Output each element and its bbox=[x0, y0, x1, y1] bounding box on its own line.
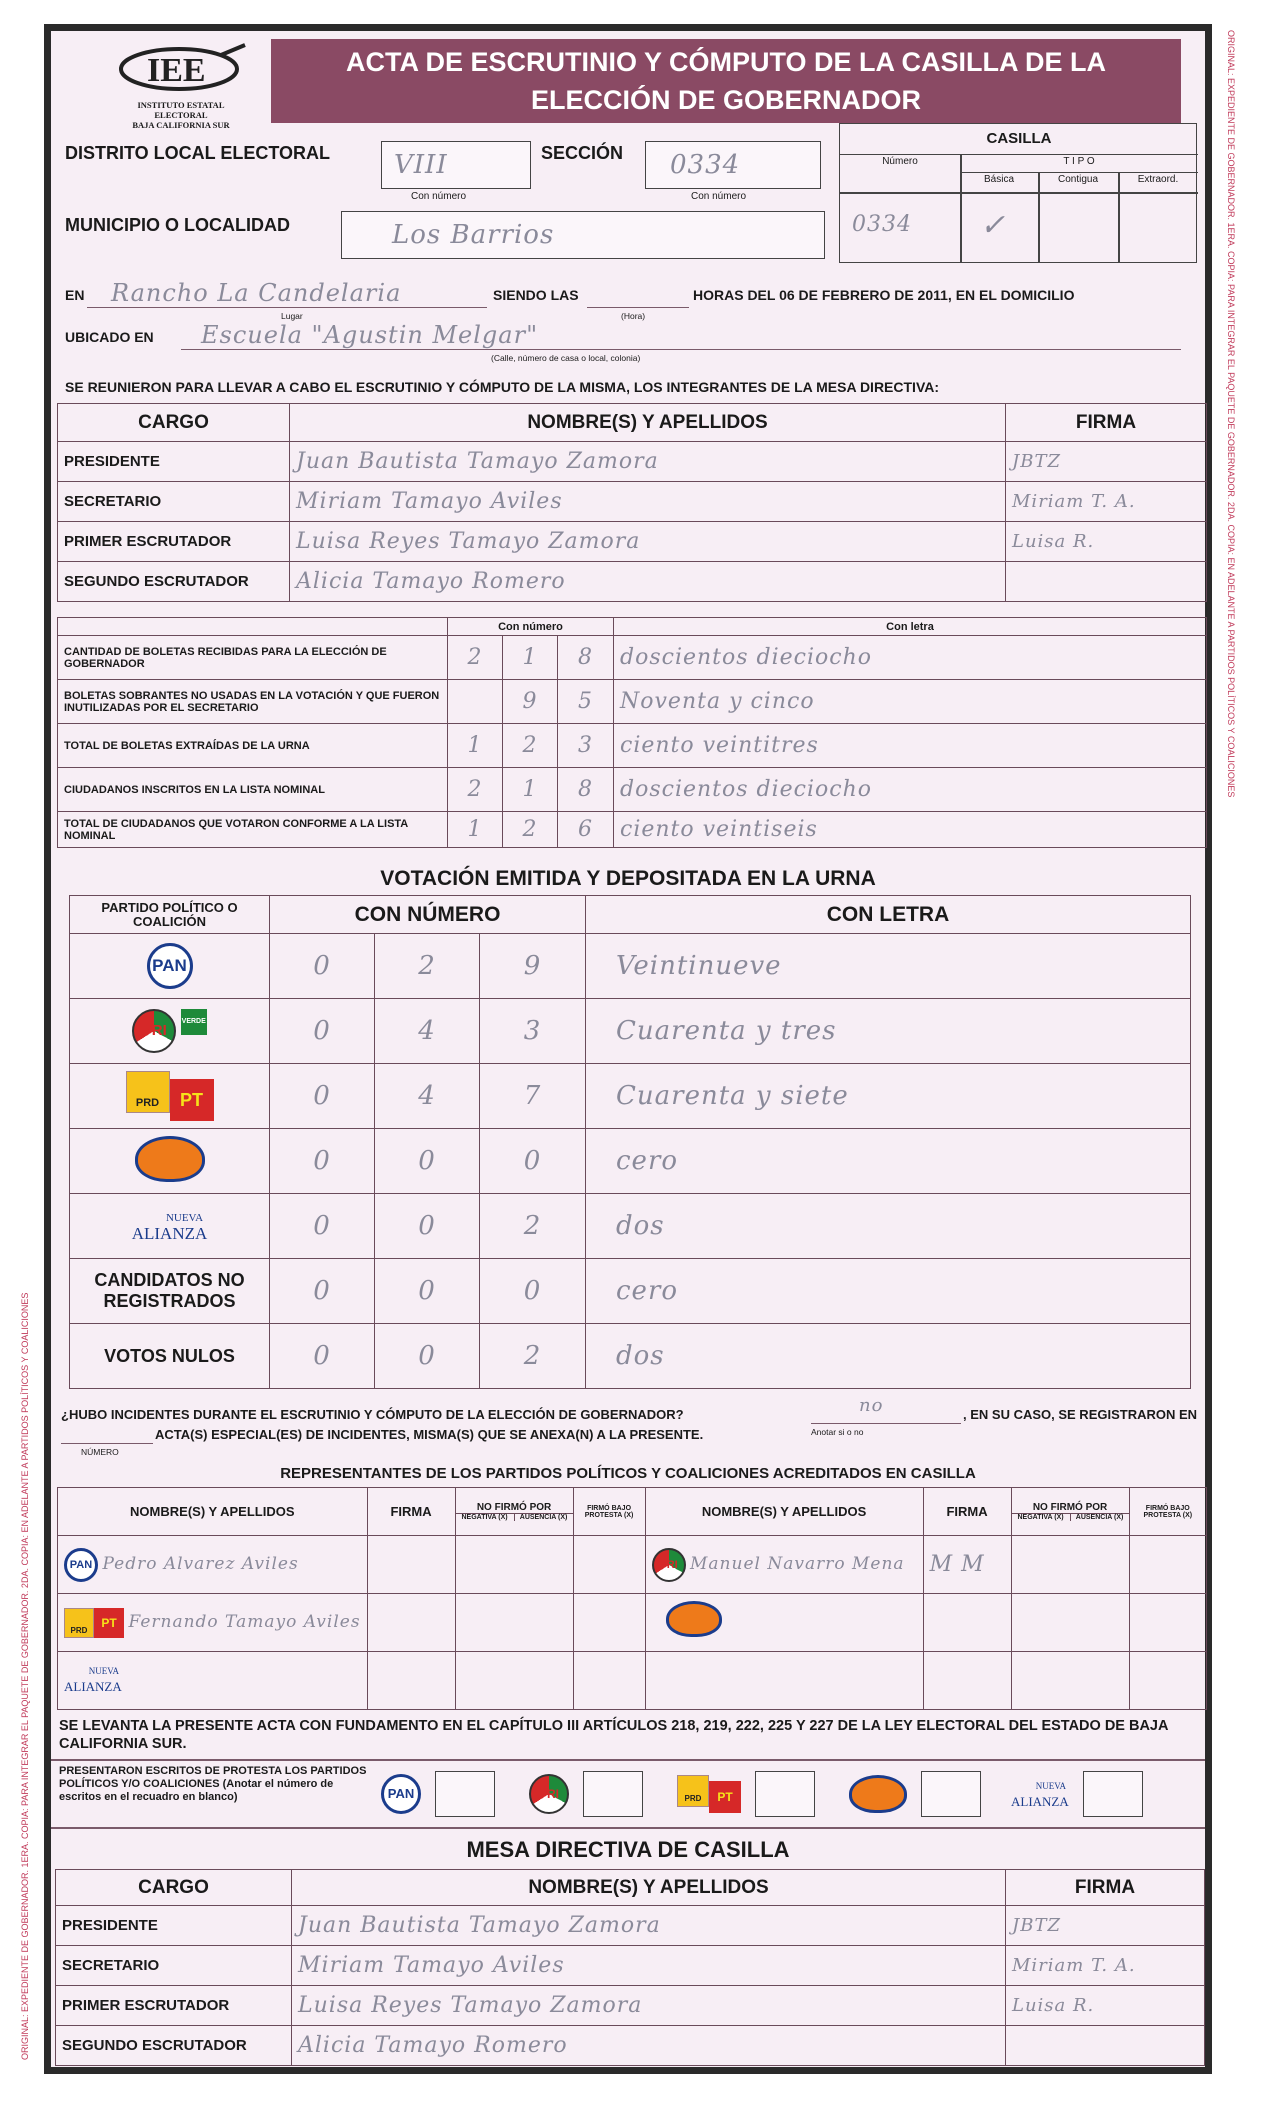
distrito-con-numero: Con número bbox=[411, 191, 467, 202]
en-label: EN bbox=[65, 287, 85, 303]
party-pri bbox=[70, 999, 270, 1064]
side-note-left: ORIGINAL: EXPEDIENTE DE GOBERNADOR. 1ERA. COPIA: PARA INTEGRAR EL PAQUETE DE GOBERNADOR. 2DA. COPIA: EN ADELANTE A PARTIDOS POLÍTICOS Y COALICIONES bbox=[20, 1292, 30, 2060]
protesta-box-prd-pt[interactable] bbox=[755, 1771, 815, 1817]
en-value[interactable]: Rancho La Candelaria bbox=[111, 279, 402, 307]
protesta-text: PRESENTARON ESCRITOS DE PROTESTA LOS PARTIDOS POLÍTICOS Y/O COALICIONES (Anotar el número de escritos en el recuadro en blanco) bbox=[59, 1765, 367, 1803]
municipio-field[interactable]: Los Barrios bbox=[341, 211, 825, 259]
incidentes-anotar: Anotar si o no bbox=[811, 1427, 864, 1437]
table-row: SEGUNDO ESCRUTADOR Alicia Tamayo Romero bbox=[58, 562, 1207, 602]
pan-icon: PAN bbox=[381, 1774, 421, 1814]
table-row: SECRETARIO Miriam Tamayo Aviles Miriam T. A. bbox=[56, 1946, 1205, 1986]
incidentes-tail: , EN SU CASO, SE REGISTRARON EN bbox=[963, 1407, 1198, 1422]
org-line2: BAJA CALIFORNIA SUR bbox=[132, 120, 230, 130]
party-nueva-alianza bbox=[70, 1194, 270, 1259]
partido-header: PARTIDO POLÍTICO O COALICIÓN bbox=[70, 896, 270, 934]
table-row bbox=[58, 1652, 1207, 1710]
incidentes-question: ¿HUBO INCIDENTES DURANTE EL ESCRUTINIO Y CÓMPUTO DE LA ELECCIÓN DE GOBERNADOR? bbox=[61, 1407, 684, 1422]
table-row: SECRETARIO Miriam Tamayo Aviles Miriam T. A. bbox=[58, 482, 1207, 522]
casilla-tipo-label: T I P O bbox=[960, 156, 1198, 173]
casilla-box bbox=[839, 123, 1197, 263]
table-row: PRI VERDE 0 4 3 Cuarenta y tres bbox=[70, 999, 1191, 1064]
prd-icon: PRD bbox=[677, 1775, 709, 1807]
votos-nulos: VOTOS NULOS bbox=[70, 1324, 270, 1389]
table-row: BOLETAS SOBRANTES NO USADAS EN LA VOTACIÓN Y QUE FUERON INUTILIZADAS POR EL SECRETARIO 9 5 Noventa y cinco bbox=[58, 680, 1207, 724]
fundamento-text: SE LEVANTA LA PRESENTE ACTA CON FUNDAMENTO EN EL CAPÍTULO III ARTÍCULOS 218, 219, 222, 225 Y 227 DE LA LEY ELECTORAL DEL ESTADO DE BAJA CALIFORNIA SUR. bbox=[59, 1718, 1168, 1752]
table-row: TOTAL DE BOLETAS EXTRAÍDAS DE LA URNA 1 2 3 ciento veintitres bbox=[58, 724, 1207, 768]
horas-text: HORAS DEL 06 DE FEBRERO DE 2011, EN EL DOMICILIO bbox=[693, 287, 1075, 303]
incidentes-numero: NÚMERO bbox=[81, 1447, 119, 1457]
table-row: PRESIDENTE Juan Bautista Tamayo Zamora JBTZ bbox=[56, 1906, 1205, 1946]
mesa-bottom-title: MESA DIRECTIVA DE CASILLA bbox=[466, 1837, 790, 1862]
mesa-firma-header: FIRMA bbox=[1006, 404, 1207, 442]
pan-icon: PAN bbox=[147, 943, 193, 989]
pri-icon: PRI bbox=[132, 1009, 176, 1053]
table-row: 0 0 0 cero bbox=[70, 1129, 1191, 1194]
org-line1: INSTITUTO ESTATAL ELECTORAL bbox=[137, 100, 225, 120]
ubicado-label: UBICADO EN bbox=[65, 329, 154, 345]
candidatos-no-registrados: CANDIDATOS NO REGISTRADOS bbox=[70, 1259, 270, 1324]
seccion-con-numero: Con número bbox=[691, 191, 747, 202]
casilla-basica-mark[interactable]: ✓ bbox=[980, 208, 1007, 243]
siendo-las: SIENDO LAS bbox=[493, 287, 579, 303]
iee-logo bbox=[111, 43, 251, 130]
convergencia-icon bbox=[666, 1601, 722, 1637]
pt-icon: PT bbox=[709, 1781, 741, 1813]
nueva-alianza-icon: NUEVA ALIANZA bbox=[131, 1212, 208, 1243]
table-row: CANTIDAD DE BOLETAS RECIBIDAS PARA LA ELECCIÓN DE GOBERNADOR 2 1 8 doscientos dieciocho bbox=[58, 636, 1207, 680]
casilla-numero-value: 0334 bbox=[852, 212, 912, 237]
seccion-label: SECCIÓN bbox=[541, 143, 624, 163]
svg-text:IEE: IEE bbox=[147, 52, 206, 89]
calle-note: (Calle, número de casa o local, colonia) bbox=[491, 353, 641, 363]
title-banner bbox=[271, 39, 1181, 123]
pri-icon: PRI bbox=[652, 1548, 686, 1582]
pt-icon: PT bbox=[170, 1079, 214, 1121]
protesta-box-convergencia[interactable] bbox=[921, 1771, 981, 1817]
table-row: PRESIDENTE Juan Bautista Tamayo Zamora JBTZ bbox=[58, 442, 1207, 482]
distrito-label: DISTRITO LOCAL ELECTORAL bbox=[65, 143, 331, 163]
convergencia-icon bbox=[135, 1136, 205, 1182]
casilla-numero-label: Número bbox=[882, 156, 918, 167]
protesta-row bbox=[381, 1771, 1143, 1817]
casilla-title: CASILLA bbox=[840, 124, 1198, 155]
boletas-con-letra: Con letra bbox=[614, 618, 1207, 636]
casilla-extraord: Extraord. bbox=[1137, 174, 1179, 185]
mesa-cargo-header: CARGO bbox=[58, 404, 290, 442]
protesta-box-nueva-alianza[interactable] bbox=[1083, 1771, 1143, 1817]
table-row: VOTOS NULOS 0 0 2 dos bbox=[70, 1324, 1191, 1389]
verde-icon: VERDE bbox=[181, 1009, 207, 1035]
protesta-box-pri[interactable] bbox=[583, 1771, 643, 1817]
casilla-contigua: Contigua bbox=[1057, 174, 1099, 185]
hora-note: (Hora) bbox=[621, 311, 646, 321]
title-line1: ACTA DE ESCRUTINIO Y CÓMPUTO DE LA CASILLA DE LA bbox=[345, 47, 1107, 77]
table-row: CANDIDATOS NO REGISTRADOS 0 0 0 cero bbox=[70, 1259, 1191, 1324]
table-row: PRD PT 0 4 7 Cuarenta y siete bbox=[70, 1064, 1191, 1129]
prd-icon: PRD bbox=[126, 1071, 170, 1113]
side-note-right: ORIGINAL: EXPEDIENTE DE GOBERNADOR. 1ERA. COPIA: PARA INTEGRAR EL PAQUETE DE GOBERNADOR. 2DA. COPIA: EN ADELANTE A PARTIDOS POLÍTICOS Y COALICIONES bbox=[1226, 30, 1236, 798]
pri-icon: PRI bbox=[529, 1774, 569, 1814]
boletas-table bbox=[57, 617, 1207, 848]
table-row: PAN 0 2 9 Veintinueve bbox=[70, 934, 1191, 999]
reunieron-text: SE REUNIERON PARA LLEVAR A CABO EL ESCRUTINIO Y CÓMPUTO DE LA MISMA, LOS INTEGRANTES DE LA MESA DIRECTIVA: bbox=[65, 379, 940, 395]
party-prd-pt bbox=[70, 1064, 270, 1129]
iee-logo-icon bbox=[111, 43, 251, 95]
representantes-table: NOMBRE(S) Y APELLIDOS FIRMA NO FIRMÓ POR NEGATIVA (X) AUSENCIA (X) FIRMÓ BAJO PROTESTA (X) NOMBRE(S) Y APELLIDOS FIRMA NO FIRMÓ POR NEGATIVA (X) AUSENCIA (X) FIRMÓ BAJO PROTESTA (X) PAN Pedro Alvarez Aviles PRI Manuel Navarro Mena M M PRDPT Fernando Tamayo Aviles NUEVA ALIANZA bbox=[57, 1487, 1207, 1710]
votacion-con-numero: CON NÚMERO bbox=[270, 896, 586, 934]
incidentes-answer[interactable]: no bbox=[859, 1395, 884, 1416]
ubicado-value[interactable]: Escuela "Agustin Melgar" bbox=[201, 321, 539, 349]
acta-sheet bbox=[44, 24, 1212, 2074]
representantes-title: REPRESENTANTES DE LOS PARTIDOS POLÍTICOS Y COALICIONES ACREDITADOS EN CASILLA bbox=[280, 1465, 976, 1482]
convergencia-icon bbox=[849, 1775, 907, 1813]
nueva-alianza-icon: NUEVA ALIANZA bbox=[1011, 1781, 1069, 1809]
casilla-basica: Básica bbox=[983, 174, 1014, 185]
mesa-directiva-table bbox=[57, 403, 1207, 602]
votacion-title: VOTACIÓN EMITIDA Y DEPOSITADA EN LA URNA bbox=[380, 867, 876, 890]
seccion-field[interactable]: 0334 bbox=[645, 141, 821, 189]
prd-icon: PRD bbox=[64, 1608, 94, 1638]
mesa-nombres-header: NOMBRE(S) Y APELLIDOS bbox=[290, 404, 1006, 442]
distrito-field[interactable]: VIII bbox=[381, 141, 531, 189]
table-row: PRIMER ESCRUTADOR Luisa Reyes Tamayo Zamora Luisa R. bbox=[58, 522, 1207, 562]
votacion-con-letra: CON LETRA bbox=[586, 896, 1191, 934]
party-pan bbox=[70, 934, 270, 999]
table-row: PAN Pedro Alvarez Aviles PRI Manuel Navarro Mena M M bbox=[58, 1536, 1207, 1594]
party-convergencia bbox=[70, 1129, 270, 1194]
table-row: CIUDADANOS INSCRITOS EN LA LISTA NOMINAL 2 1 8 doscientos dieciocho bbox=[58, 768, 1207, 812]
table-row: SEGUNDO ESCRUTADOR Alicia Tamayo Romero bbox=[56, 2026, 1205, 2066]
pan-icon: PAN bbox=[64, 1548, 98, 1582]
table-row: PRDPT Fernando Tamayo Aviles bbox=[58, 1594, 1207, 1652]
incidentes-line2: ACTA(S) ESPECIAL(ES) DE INCIDENTES, MISMA(S) QUE SE ANEXA(N) A LA PRESENTE. bbox=[155, 1427, 704, 1442]
protesta-box-pan[interactable] bbox=[435, 1771, 495, 1817]
nueva-alianza-icon: NUEVA ALIANZA bbox=[64, 1665, 122, 1694]
mesa-bottom-table: CARGO NOMBRE(S) Y APELLIDOS FIRMA PRESIDENTE Juan Bautista Tamayo Zamora JBTZ SECRETARIO Miriam Tamayo Aviles Miriam T. A. PRIMER ESCRUTADOR Luisa Reyes Tamayo Zamora Luisa R. SEGUNDO ESCRUTADOR Alicia Tamayo Romero bbox=[55, 1869, 1205, 2066]
title-line2: ELECCIÓN DE GOBERNADOR bbox=[530, 85, 922, 115]
table-row: TOTAL DE CIUDADANOS QUE VOTARON CONFORME A LA LISTA NOMINAL 1 2 6 ciento veintiseis bbox=[58, 812, 1207, 848]
table-row: PRIMER ESCRUTADOR Luisa Reyes Tamayo Zamora Luisa R. bbox=[56, 1986, 1205, 2026]
municipio-label: MUNICIPIO O LOCALIDAD bbox=[65, 215, 290, 235]
lugar-note: Lugar bbox=[281, 311, 303, 321]
boletas-con-numero: Con número bbox=[448, 618, 614, 636]
votacion-table bbox=[69, 895, 1191, 1389]
pt-icon: PT bbox=[94, 1608, 124, 1638]
table-row: NUEVA ALIANZA 0 0 2 dos bbox=[70, 1194, 1191, 1259]
